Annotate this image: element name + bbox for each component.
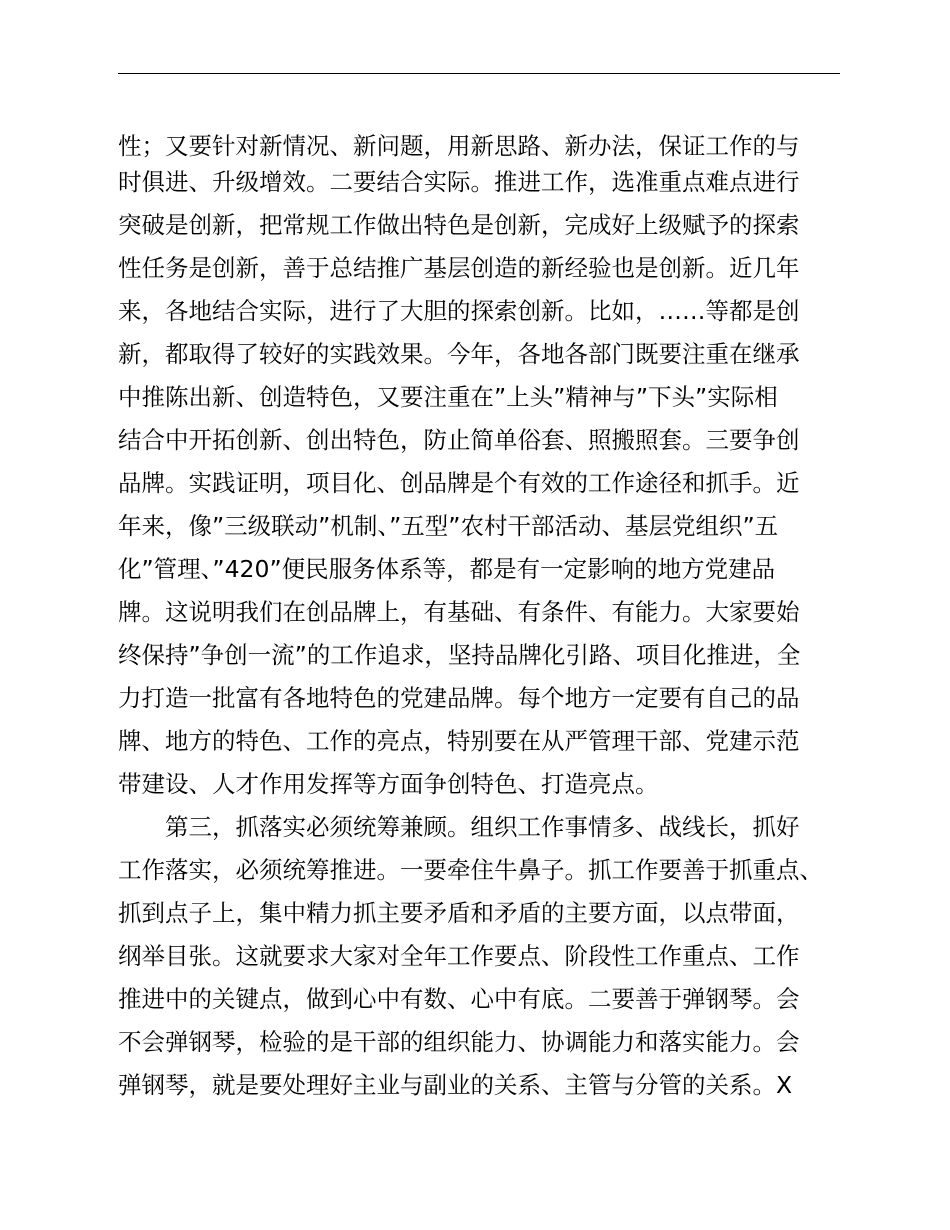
text-line: 性；又要针对新情况、新问题，用新思路、新办法，保证工作的与	[118, 132, 800, 160]
header-rule	[118, 73, 840, 74]
text-line: 力打造一批富有各地特色的党建品牌。每个地方一定要有自己的品	[118, 684, 800, 712]
paragraph-first-line: 第三，抓落实必须统筹兼顾。组织工作事情多、战线长，抓好	[165, 813, 800, 841]
text-line: 牌、地方的特色、工作的亮点，特别要在从严管理干部、党建示范	[118, 727, 800, 755]
text-line: 品牌。实践证明，项目化、创品牌是个有效的工作途径和抓手。近	[118, 469, 800, 497]
text-line: 中推陈出新、创造特色，又要注重在”上头”精神与”下头”实际相	[118, 383, 778, 411]
text-line: 性任务是创新，善于总结推广基层创造的新经验也是创新。近几年	[118, 254, 800, 282]
text-line: 终保持”争创一流”的工作追求，坚持品牌化引路、项目化推进，全	[118, 641, 801, 669]
text-line: 工作落实，必须统筹推进。一要牵住牛鼻子。抓工作要善于抓重点、	[118, 856, 823, 884]
text-line: 抓到点子上，集中精力抓主要矛盾和矛盾的主要方面，以点带面，	[118, 899, 800, 927]
text-line: 带建设、人才作用发挥等方面争创特色、打造亮点。	[118, 770, 659, 798]
text-line: 不会弹钢琴，检验的是干部的组织能力、协调能力和落实能力。会	[118, 1028, 800, 1056]
text-line: 突破是创新，把常规工作做出特色是创新，完成好上级赋予的探索	[118, 211, 800, 239]
text-line: 结合中开拓创新、创出特色，防止简单俗套、照搬照套。三要争创	[118, 426, 800, 454]
text-line: 新，都取得了较好的实践效果。今年，各地各部门既要注重在继承	[118, 340, 800, 368]
text-line: 年来，像”三级联动”机制、”五型”农村干部活动、基层党组织”五	[118, 512, 779, 540]
text-line: 来，各地结合实际，进行了大胆的探索创新。比如，……等都是创	[118, 297, 800, 325]
text-line: 纲举目张。这就要求大家对全年工作要点、阶段性工作重点、工作	[118, 942, 800, 970]
text-line: 化”管理、”420”便民服务体系等，都是有一定影响的地方党建品	[118, 555, 776, 583]
text-line: 牌。这说明我们在创品牌上，有基础、有条件、有能力。大家要始	[118, 598, 800, 626]
text-line: 弹钢琴，就是要处理好主业与副业的关系、主管与分管的关系。X	[118, 1071, 793, 1099]
text-line: 时俱进、升级增效。二要结合实际。推进工作，选准重点难点进行	[118, 168, 800, 196]
text-line: 推进中的关键点，做到心中有数、心中有底。二要善于弹钢琴。会	[118, 985, 800, 1013]
